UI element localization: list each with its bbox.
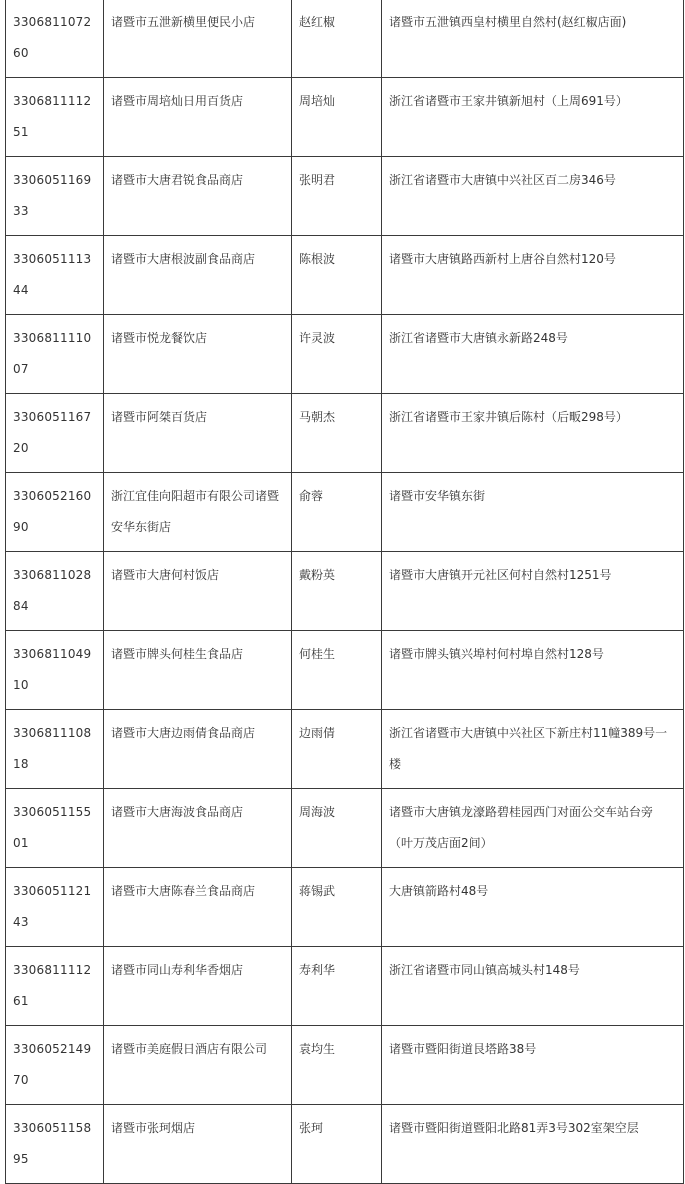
table-row: [6, 552, 684, 631]
store-name-cell: 诸暨市同山寿利华香烟店: [104, 947, 292, 1026]
address-cell: 浙江省诸暨市大唐镇中兴社区百二房346号: [382, 157, 684, 236]
table-row: [6, 315, 684, 394]
license-code-cell: 330681102884: [6, 552, 104, 631]
owner-name-cell: 张明君: [292, 157, 382, 236]
table-row: [6, 394, 684, 473]
table-row: [6, 631, 684, 710]
address-cell: 浙江省诸暨市大唐镇中兴社区下新庄村11幢389号一楼: [382, 710, 684, 789]
owner-name-cell: 许灵波: [292, 315, 382, 394]
store-name-cell: 诸暨市阿桀百货店: [104, 394, 292, 473]
address-cell: 浙江省诸暨市同山镇高城头村148号: [382, 947, 684, 1026]
store-name-cell: 诸暨市张珂烟店: [104, 1105, 292, 1184]
license-code-cell: 330681107260: [6, 0, 104, 78]
store-name-cell: 诸暨市大唐何村饭店: [104, 552, 292, 631]
owner-name-cell: 陈根波: [292, 236, 382, 315]
license-code-cell: 330605116720: [6, 394, 104, 473]
address-cell: 诸暨市暨阳街道艮塔路38号: [382, 1026, 684, 1105]
table-row: [6, 78, 684, 157]
address-cell: 大唐镇箭路村48号: [382, 868, 684, 947]
license-code-cell: 330605214970: [6, 1026, 104, 1105]
table-row: [6, 236, 684, 315]
license-code-cell: 330605115501: [6, 789, 104, 868]
license-code-cell: 330681111261: [6, 947, 104, 1026]
owner-name-cell: 俞蓉: [292, 473, 382, 552]
address-cell: 诸暨市牌头镇兴埠村何村埠自然村128号: [382, 631, 684, 710]
address-cell: 浙江省诸暨市王家井镇后陈村（后畈298号）: [382, 394, 684, 473]
owner-name-cell: 寿利华: [292, 947, 382, 1026]
address-cell: 诸暨市大唐镇路西新村上唐谷自然村120号: [382, 236, 684, 315]
owner-name-cell: 周海波: [292, 789, 382, 868]
owner-name-cell: 马朝杰: [292, 394, 382, 473]
store-name-cell: 诸暨市周培灿日用百货店: [104, 78, 292, 157]
license-code-cell: 330605111344: [6, 236, 104, 315]
store-name-cell: 诸暨市牌头何桂生食品店: [104, 631, 292, 710]
store-name-cell: 诸暨市大唐海波食品商店: [104, 789, 292, 868]
owner-name-cell: 周培灿: [292, 78, 382, 157]
store-name-cell: 诸暨市悦龙餐饮店: [104, 315, 292, 394]
table-row: [6, 710, 684, 789]
address-cell: 浙江省诸暨市王家井镇新旭村（上周691号）: [382, 78, 684, 157]
address-cell: 浙江省诸暨市大唐镇永新路248号: [382, 315, 684, 394]
license-code-cell: 330605112143: [6, 868, 104, 947]
table-row: [6, 789, 684, 868]
address-cell: 诸暨市五泄镇西皇村横里自然村(赵红椒店面): [382, 0, 684, 78]
owner-name-cell: 边雨倩: [292, 710, 382, 789]
owner-name-cell: 赵红椒: [292, 0, 382, 78]
license-code-cell: 330681111251: [6, 78, 104, 157]
owner-name-cell: 戴粉英: [292, 552, 382, 631]
owner-name-cell: 张珂: [292, 1105, 382, 1184]
store-name-cell: 诸暨市大唐君锐食品商店: [104, 157, 292, 236]
license-code-cell: 330681104910: [6, 631, 104, 710]
table-row: [6, 1105, 684, 1184]
store-name-cell: 诸暨市大唐陈春兰食品商店: [104, 868, 292, 947]
store-name-cell: 诸暨市美庭假日酒店有限公司: [104, 1026, 292, 1105]
license-code-cell: 330681111007: [6, 315, 104, 394]
table-row: [6, 1026, 684, 1105]
owner-name-cell: 何桂生: [292, 631, 382, 710]
address-cell: 诸暨市暨阳街道暨阳北路81弄3号302室架空层: [382, 1105, 684, 1184]
table-row: [6, 473, 684, 552]
store-name-cell: 浙江宜佳向阳超市有限公司诸暨安华东街店: [104, 473, 292, 552]
address-cell: 诸暨市安华镇东街: [382, 473, 684, 552]
address-cell: 诸暨市大唐镇龙濠路碧桂园西门对面公交车站台旁（叶万茂店面2间）: [382, 789, 684, 868]
table-row: [6, 947, 684, 1026]
license-code-cell: 330605116933: [6, 157, 104, 236]
table-row: [6, 0, 684, 78]
owner-name-cell: 蒋锡武: [292, 868, 382, 947]
address-cell: 诸暨市大唐镇开元社区何村自然村1251号: [382, 552, 684, 631]
store-name-cell: 诸暨市五泄新横里便民小店: [104, 0, 292, 78]
table-body: [6, 0, 684, 1184]
store-name-cell: 诸暨市大唐根波副食品商店: [104, 236, 292, 315]
table-row: [6, 157, 684, 236]
table-row: [6, 868, 684, 947]
owner-name-cell: 袁均生: [292, 1026, 382, 1105]
license-code-cell: 330605115895: [6, 1105, 104, 1184]
license-code-cell: 330681110818: [6, 710, 104, 789]
store-name-cell: 诸暨市大唐边雨倩食品商店: [104, 710, 292, 789]
license-code-cell: 330605216090: [6, 473, 104, 552]
retailer-table: [5, 0, 684, 1184]
